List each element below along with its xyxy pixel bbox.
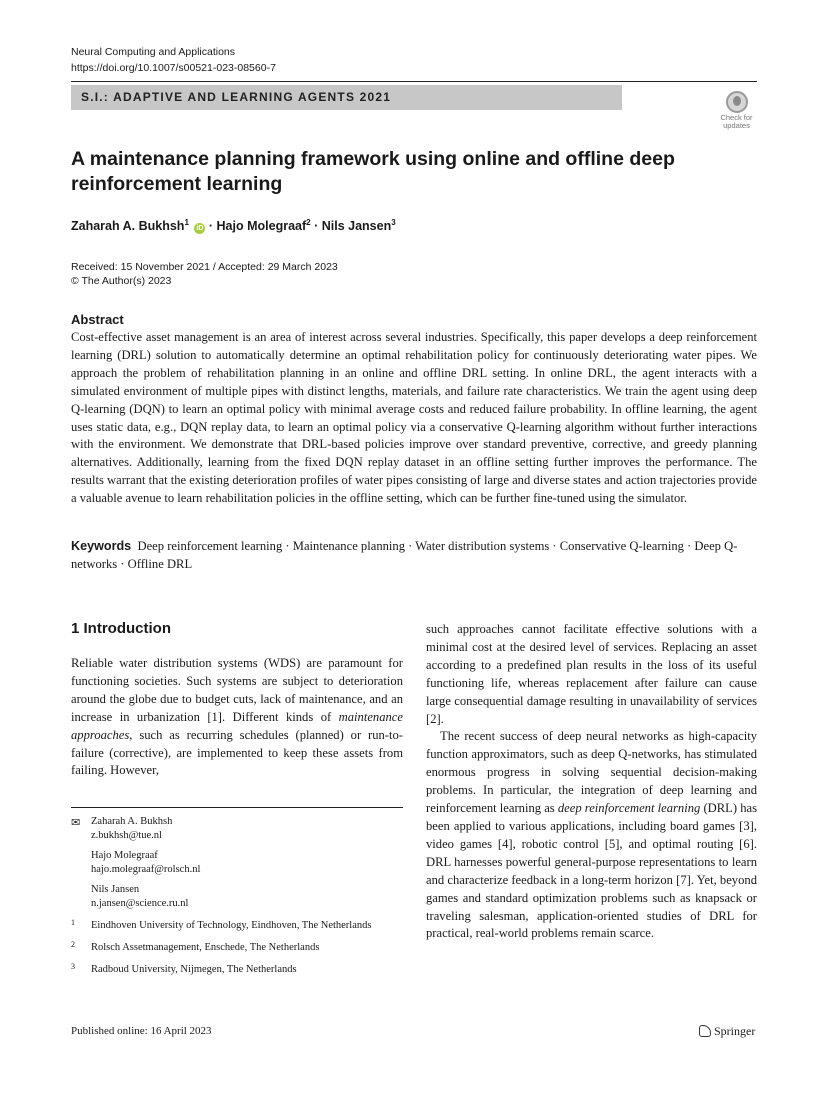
affiliation: 3 Radboud University, Nijmegen, The Netherlands	[71, 962, 297, 975]
paper-title: A maintenance planning framework using online and offline deep reinforcement learning	[71, 148, 675, 195]
author-name[interactable]: Hajo Molegraaf	[216, 219, 307, 234]
left-column-text: Reliable water distribution systems (WDS) are paramount for functioning societies. Such systems are subject to deterioration around the globe due to budget cuts, lack of maintenance, and an increase in urbanization [1]. Different kinds of maintenance approaches, such as recurring schedules (planned) or run-to-failure (corrective), are implemented to keep these assets from failing. However,	[71, 656, 403, 778]
section-heading-introduction: 1 Introduction	[71, 620, 171, 637]
check-updates-label: Check for updates	[720, 113, 753, 130]
springer-horse-icon	[699, 1025, 711, 1037]
affiliation-marker: 3	[391, 218, 396, 227]
email-link[interactable]: n.jansen@science.ru.nl	[91, 898, 189, 909]
journal-name: Neural Computing and Applications	[71, 46, 236, 58]
abstract-heading: Abstract	[71, 312, 124, 327]
author-separator: ·	[314, 219, 319, 234]
doi-link[interactable]: https://doi.org/10.1007/s00521-023-08560-7	[71, 62, 276, 74]
article-dates	[71, 260, 338, 288]
author-contact: Hajo Molegraaf hajo.molegraaf@rolsch.nl	[71, 849, 403, 877]
journal-header	[71, 44, 276, 76]
keywords-list: Deep reinforcement learning · Maintenance planning · Water distribution systems · Conservative Q-learning · Deep Q-networks · Offline DRL	[71, 539, 738, 571]
published-date: Published online: 16 April 2023	[71, 1025, 212, 1037]
orcid-icon[interactable]: iD	[196, 225, 204, 233]
affiliation: 1 Eindhoven University of Technology, Eindhoven, The Netherlands	[71, 918, 372, 931]
check-for-updates-badge[interactable]	[717, 91, 756, 132]
keywords-heading: Keywords	[71, 539, 132, 553]
affiliation-marker: 1	[184, 218, 189, 227]
abstract-text: Cost-effective asset management is an area of interest across several industries. Specifically, this paper develops a deep reinforcement learning (DRL) solution to automatically determine an optimal rehabilitation policy for continuously deteriorating water pipes. We approach the problem of rehabilitation planning in an online and offline DRL setting. In online DRL, the agent interacts with a simulated environment of multiple pipes with distinct lengths, materials, and failure rate characteristics. We train the agent using deep Q-learning (DQN) to learn an optimal policy with minimal average costs and reduced failure probability. In offline learning, the agent uses static data, e.g., DQN replay data, to learn an optimal policy via a conservative Q-learning algorithm without further interactions with the environment. We demonstrate that DRL-based policies improve over standard preventive, corrective, and greedy planning alternatives. Additionally, learning from the fixed DQN replay dataset in an offline setting further improves the performance. The results warrant that the existing deterioration profiles of water pipes consisting of large and diverse states and action trajectories provide a valuable avenue to learn rehabilitation policies in the offline setting, which can be further fine-tuned using the simulator.	[71, 330, 757, 506]
section-tag: S.I.: ADAPTIVE AND LEARNING AGENTS 2021	[81, 90, 392, 104]
author-name[interactable]: Nils Jansen	[321, 219, 392, 234]
right-column-text	[426, 621, 757, 943]
affiliation: 2 Rolsch Assetmanagement, Enschede, The Netherlands	[71, 940, 320, 953]
envelope-icon: ✉	[71, 817, 81, 829]
received-accepted: Received: 15 November 2021 / Accepted: 29 March 2023	[71, 261, 338, 273]
footnote-rule	[71, 807, 403, 808]
author-contact: Nils Jansen n.jansen@science.ru.nl	[71, 883, 403, 911]
paragraph: The recent success of deep neural networks as high-capacity function approximators, such as deep Q-networks, has stimulated enormous progress in solving sequential decision-making problems. In particular, the integration of deep learning and reinforcement learning as deep reinforcement learning (DRL) has been applied to various applications, including board games [3], video games [4], robotic control [5], and optimal routing [6]. DRL harnesses powerful general-purpose representations to learn and characterize feedback in a long-term horizon [7]. Yet, beyond games and standard optimization problems such as knapsack or traveling salesman, application-oriented studies of DRL for practical, real-world problems remain scarce.	[426, 729, 757, 941]
section-tag-bar	[71, 85, 622, 110]
check-updates-icon	[726, 91, 748, 113]
paragraph: such approaches cannot facilitate effective solutions with a minimal cost at the desired level of services. Replacing an asset according to a predefined plan results in the loss of its useful functioning life, whereas replacement after failure can cause large consequential damage resulting in unavailability of services [2].	[426, 622, 757, 726]
footnotes	[71, 815, 403, 977]
author-name[interactable]: Zaharah A. Bukhsh	[71, 219, 185, 234]
affiliation-marker: 2	[306, 218, 311, 227]
publisher-logo	[699, 1024, 755, 1039]
header-rule	[71, 81, 757, 82]
email-link[interactable]: hajo.molegraaf@rolsch.nl	[91, 864, 201, 875]
corresponding-author: ✉ Zaharah A. Bukhsh z.bukhsh@tue.nl	[71, 815, 403, 843]
copyright: © The Author(s) 2023	[71, 275, 172, 287]
publisher-name: Springer	[714, 1024, 756, 1038]
keywords	[71, 538, 757, 574]
author-separator: ·	[208, 219, 214, 234]
author-list	[71, 218, 396, 234]
email-link[interactable]: z.bukhsh@tue.nl	[91, 830, 162, 841]
